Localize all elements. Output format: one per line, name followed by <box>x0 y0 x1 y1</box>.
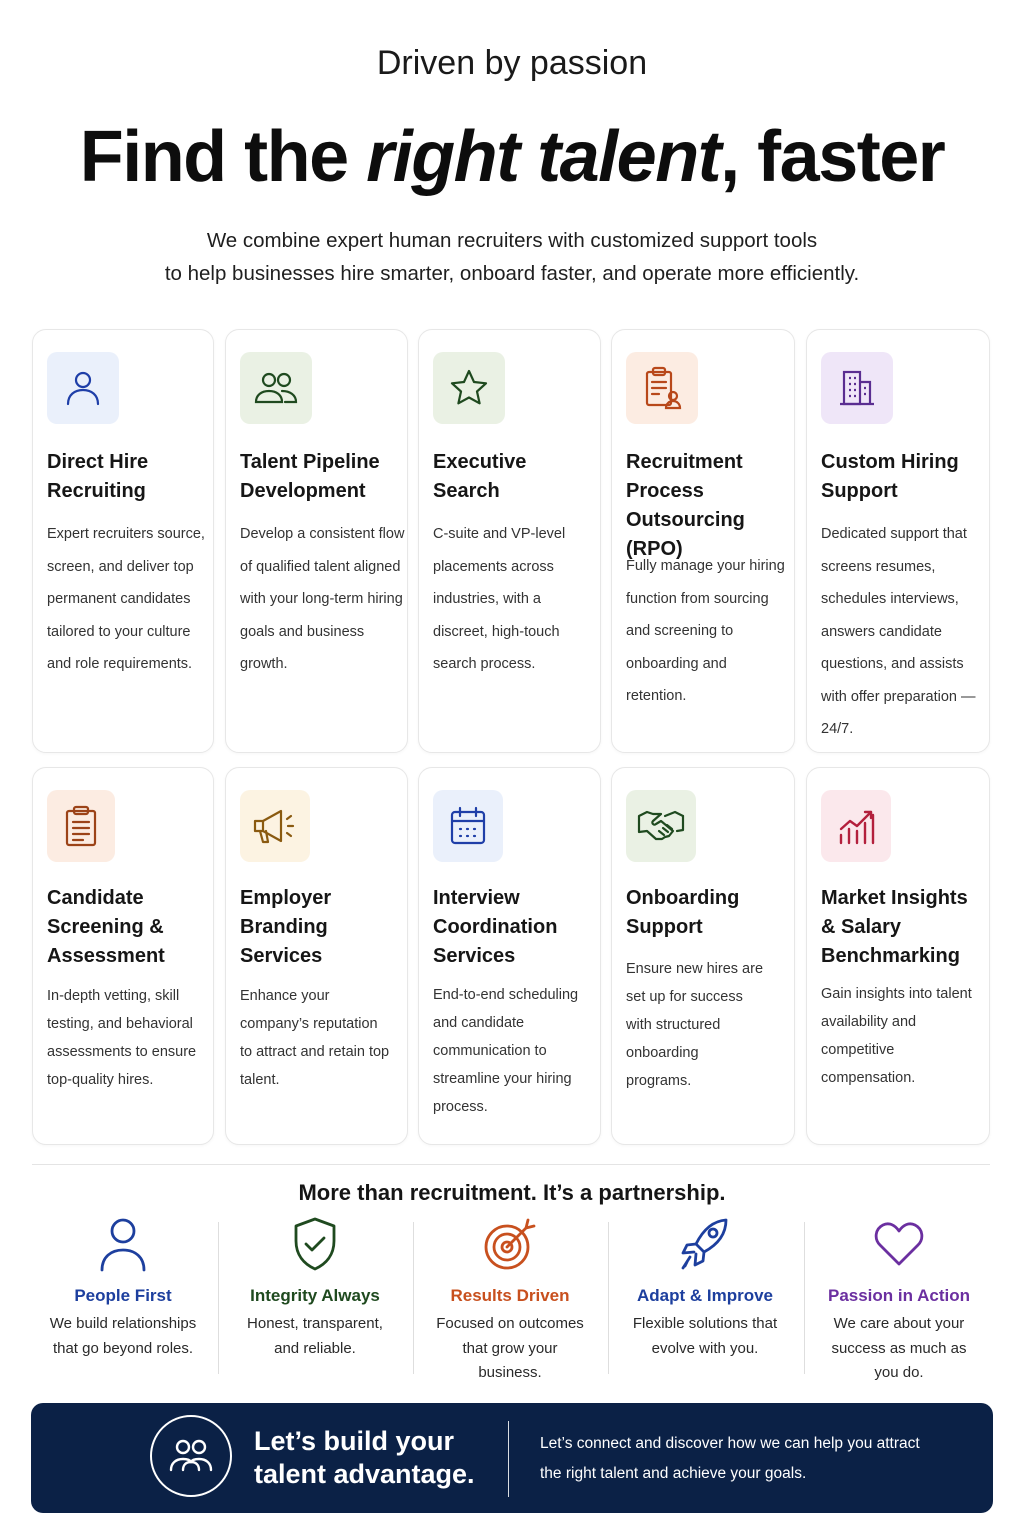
value-title: Passion in Action <box>827 1286 970 1305</box>
service-card-market-insights[interactable] <box>806 767 990 1145</box>
service-card-onboarding-support[interactable] <box>611 767 795 1145</box>
service-title: Talent Pipeline Development <box>240 451 380 502</box>
cta-description: Let’s connect and discover how we can help you attract the right talent and achieve your goals. <box>540 1435 920 1482</box>
service-description: Ensure new hires are set up for success with structured onboarding programs. <box>626 961 764 1089</box>
service-title: Onboarding Support <box>626 887 740 938</box>
value-title: Results Driven <box>450 1286 570 1305</box>
office-building-icon <box>836 367 878 409</box>
shield-check-icon <box>292 1216 338 1272</box>
service-title: Direct Hire Recruiting <box>47 451 149 502</box>
people-group-icon <box>168 1436 214 1476</box>
service-card-employer-branding[interactable] <box>225 767 408 1145</box>
service-icon-box <box>626 790 696 862</box>
clipboard-person-icon <box>641 365 683 411</box>
cta-title: Let’s build your talent advantage. <box>254 1426 475 1489</box>
service-title: Interview Coordination Services <box>433 887 558 967</box>
service-title: Recruitment Process Outsourcing (RPO) <box>626 451 745 560</box>
value-passion-in-action <box>804 1214 994 1386</box>
value-icon-wrap <box>415 1214 605 1274</box>
handshake-icon <box>637 808 685 844</box>
value-title: People First <box>74 1286 172 1305</box>
value-results-driven <box>415 1214 605 1386</box>
partnership-title: More than recruitment. It’s a partnership. <box>298 1180 726 1205</box>
service-description: Develop a consistent flow of qualified talent aligned with your long-term hiring goals and business growth. <box>240 526 405 672</box>
service-icon-box <box>433 352 505 424</box>
service-icon-box <box>821 790 891 862</box>
headline-emphasis: right talent <box>366 117 721 197</box>
service-description: Fully manage your hiring function from sourcing and screening to onboarding and retention. <box>626 558 785 704</box>
calendar-icon <box>448 805 488 847</box>
service-icon-box <box>626 352 698 424</box>
service-card-candidate-screening[interactable] <box>32 767 214 1145</box>
cta-banner[interactable] <box>31 1403 993 1513</box>
target-icon <box>482 1216 538 1272</box>
value-title: Adapt & Improve <box>636 1286 774 1305</box>
eyebrow-text: Driven by passion <box>376 44 648 82</box>
value-icon-wrap <box>610 1214 800 1274</box>
service-description: In-depth vetting, skill testing, and behavioral assessments to ensure top-quality hires. <box>47 988 197 1088</box>
headline-part-1: Find the <box>79 117 367 197</box>
service-card-executive-search[interactable] <box>418 329 601 753</box>
page-headline <box>0 116 1024 198</box>
service-title: Employer Branding Services <box>240 887 332 967</box>
service-card-rpo[interactable] <box>611 329 795 753</box>
service-icon-box <box>433 790 503 862</box>
star-icon <box>448 367 490 409</box>
service-description: Enhance your company’s reputation to attract and retain top talent. <box>240 988 390 1088</box>
growth-chart-icon <box>835 805 877 847</box>
section-divider <box>32 1164 990 1165</box>
service-description: End-to-end scheduling and candidate communication to streamline your hiring process. <box>433 987 579 1115</box>
cta-icon-circle <box>150 1415 232 1497</box>
value-people-first <box>28 1214 218 1361</box>
value-icon-wrap <box>28 1214 218 1274</box>
service-card-direct-hire[interactable] <box>32 329 214 753</box>
service-icon-box <box>240 790 310 862</box>
service-card-interview-coordination[interactable] <box>418 767 601 1145</box>
value-description: Flexible solutions that evolve with you. <box>632 1315 778 1357</box>
intro-text <box>112 224 912 290</box>
people-group-icon <box>252 367 300 409</box>
clipboard-list-icon <box>61 804 101 848</box>
value-description: We build relationships that go beyond roles. <box>49 1315 197 1357</box>
service-card-talent-pipeline[interactable] <box>225 329 408 753</box>
value-separator <box>413 1222 414 1374</box>
megaphone-icon <box>251 806 299 846</box>
service-icon-box <box>240 352 312 424</box>
person-icon <box>99 1216 147 1272</box>
value-icon-wrap <box>804 1214 994 1274</box>
service-title: Executive Search <box>433 451 527 502</box>
service-description: C-suite and VP-level placements across industries, with a discreet, high-touch search process. <box>433 526 566 672</box>
value-description: Focused on outcomes that grow your business. <box>436 1315 584 1381</box>
value-adapt-improve <box>610 1214 800 1361</box>
value-icon-wrap <box>220 1214 410 1274</box>
service-title: Custom Hiring Support <box>821 451 959 502</box>
headline-part-2: , faster <box>720 117 945 197</box>
value-description: Honest, transparent, and reliable. <box>247 1315 383 1357</box>
value-integrity-always <box>220 1214 410 1361</box>
service-icon-box <box>47 790 115 862</box>
value-description: We care about your success as much as you do. <box>831 1315 967 1381</box>
intro-line-1: We combine expert human recruiters with customized support tools <box>206 229 818 252</box>
person-icon <box>62 367 104 409</box>
service-icon-box <box>47 352 119 424</box>
service-title: Market Insights & Salary Benchmarking <box>821 887 968 967</box>
cta-divider <box>508 1421 509 1497</box>
intro-line-2: to help businesses hire smarter, onboard faster, and operate more efficiently. <box>164 262 860 285</box>
value-separator <box>218 1222 219 1374</box>
service-description: Gain insights into talent availability and competitive compensation. <box>821 986 972 1086</box>
service-icon-box <box>821 352 893 424</box>
service-description: Expert recruiters source, screen, and deliver top permanent candidates tailored to your culture and role requirements. <box>47 526 205 672</box>
rocket-icon <box>679 1216 731 1272</box>
service-card-custom-hiring[interactable] <box>806 329 990 753</box>
service-title: Candidate Screening & Assessment <box>47 887 165 967</box>
heart-icon <box>873 1220 925 1268</box>
value-separator <box>608 1222 609 1374</box>
value-title: Integrity Always <box>250 1286 380 1305</box>
service-description: Dedicated support that screens resumes, schedules interviews, answers candidate questions, and assists with offer preparation — 24/7. <box>821 526 976 737</box>
